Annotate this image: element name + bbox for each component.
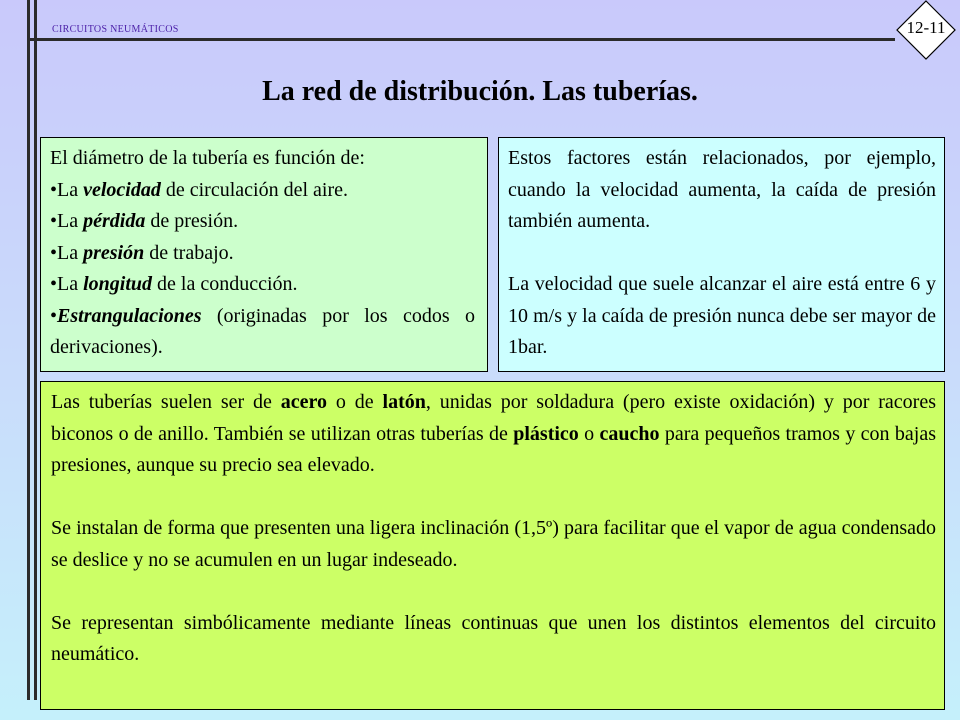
inclination-paragraph: Se instalan de forma que presenten una ligera inclinación (1,5º) para facilitar que el vapor de agua condensado se deslice y no se acumulen en un lugar indeseado. bbox=[51, 517, 936, 571]
item-emphasis: pérdida bbox=[83, 210, 146, 232]
relation-box bbox=[498, 137, 945, 372]
list-item bbox=[50, 175, 475, 207]
text-run: , unidas por soldadura (pero existe oxidación) y por racores biconos o de anillo. También se utilizan otras tuberías de bbox=[51, 391, 936, 445]
list-item bbox=[50, 301, 475, 364]
text-run: Las tuberías suelen ser de bbox=[51, 391, 281, 413]
list-item bbox=[50, 269, 475, 301]
item-prefix: La bbox=[57, 273, 84, 295]
factors-box bbox=[40, 137, 488, 372]
bullet: • bbox=[50, 241, 58, 264]
text-run: para pequeños tramos y con bajas presiones, aunque su precio sea elevado. bbox=[51, 422, 937, 476]
relation-paragraph: Estos factores están relacionados, por ejemplo, cuando la velocidad aumenta, la caída de presión también aumenta. bbox=[508, 147, 936, 232]
bold-term: acero bbox=[280, 391, 328, 413]
text-run: o de bbox=[327, 391, 383, 413]
section-label: CIRCUITOS NEUMÁTICOS bbox=[52, 24, 179, 35]
list-item bbox=[50, 206, 475, 238]
item-text: (originadas por los codos o derivaciones). bbox=[50, 304, 475, 358]
materials-paragraph bbox=[51, 387, 936, 482]
bullet: • bbox=[50, 210, 58, 232]
item-emphasis: Estrangulaciones bbox=[57, 304, 202, 327]
list-item bbox=[50, 238, 475, 270]
bold-term: plástico bbox=[513, 422, 579, 445]
bullet: • bbox=[50, 304, 58, 327]
page-number-badge bbox=[896, 0, 956, 60]
factors-intro: El diámetro de la tubería es función de: bbox=[50, 147, 365, 169]
bold-term: latón bbox=[382, 391, 426, 413]
item-text: de presión. bbox=[145, 210, 239, 232]
page-title: La red de distribución. Las tuberías. bbox=[262, 76, 698, 107]
pipes-box bbox=[40, 381, 945, 710]
velocity-paragraph: La velocidad que suele alcanzar el aire está entre 6 y 10 m/s y la caída de presión nunca debe ser mayor de 1bar. bbox=[508, 273, 936, 358]
item-emphasis: presión bbox=[83, 241, 145, 264]
item-prefix: La bbox=[57, 178, 84, 201]
item-text: de trabajo. bbox=[144, 241, 234, 264]
bold-term: caucho bbox=[599, 422, 660, 445]
bullet: • bbox=[50, 178, 58, 201]
item-text: de circulación del aire. bbox=[160, 178, 348, 201]
bullet: • bbox=[50, 273, 58, 295]
item-emphasis: longitud bbox=[83, 273, 153, 295]
representation-paragraph: Se representan simbólicamente mediante líneas continuas que unen los distintos elementos del circuito neumático. bbox=[51, 611, 936, 665]
item-emphasis: velocidad bbox=[83, 178, 161, 201]
item-text: de la conducción. bbox=[152, 273, 298, 295]
page-number: 12-11 bbox=[906, 18, 946, 37]
text-run: o bbox=[578, 422, 600, 445]
decorative-horizontal-line bbox=[27, 38, 895, 41]
item-prefix: La bbox=[57, 241, 84, 264]
item-prefix: La bbox=[57, 210, 84, 232]
